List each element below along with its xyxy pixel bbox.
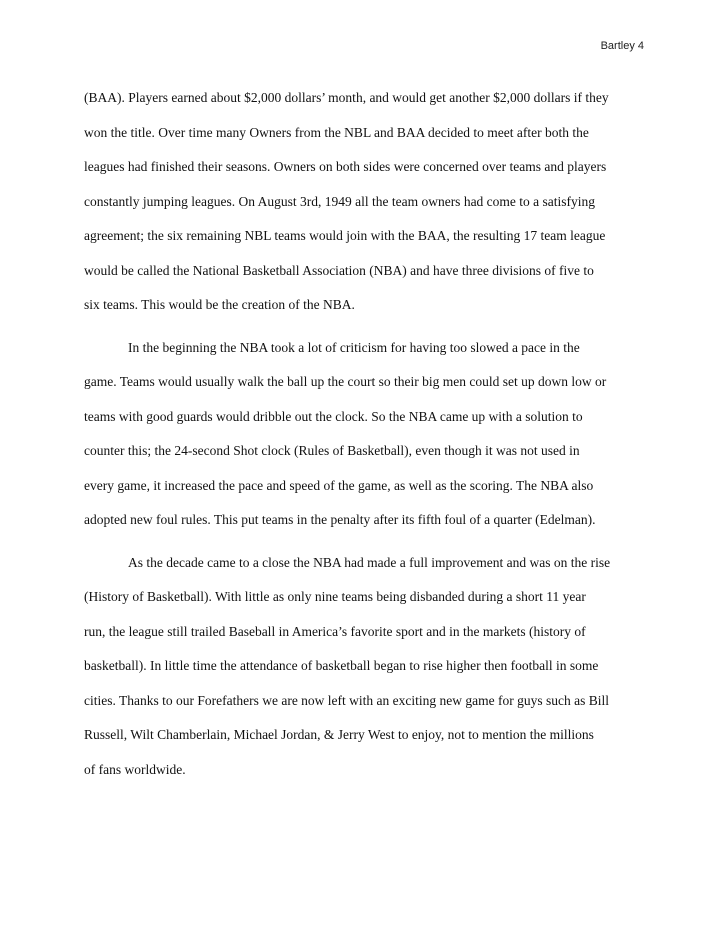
paragraph-spacer — [84, 323, 658, 331]
paragraph-line: basketball). In little time the attendance of basketball began to rise higher then football in some — [84, 658, 599, 673]
paragraph-spacer — [84, 538, 658, 546]
paragraph-line: six teams. This would be the creation of the NBA. — [84, 297, 355, 312]
paragraph-3 — [84, 546, 658, 788]
paragraph-line: cities. Thanks to our Forefathers we are now left with an exciting new game for guys such as Bill — [84, 692, 609, 708]
paragraph-line: run, the league still trailed Baseball in America’s favorite sport and in the markets (history of — [84, 623, 586, 639]
paragraph-line: agreement; the six remaining NBL teams would join with the BAA, the resulting 17 team league — [84, 228, 606, 243]
paragraph-2 — [84, 331, 658, 538]
paragraph-line: Russell, Wilt Chamberlain, Michael Jordan, & Jerry West to enjoy, not to mention the millions — [84, 727, 594, 742]
paragraph-1 — [84, 81, 658, 323]
paragraph-line: constantly jumping leagues. On August 3rd, 1949 all the team owners had come to a satisfying — [84, 193, 596, 209]
paragraph-line: leagues had finished their seasons. Owners on both sides were concerned over teams and players — [84, 159, 607, 174]
paragraph-line: (BAA). Players earned about $2,000 dollars’ month, and would get another $2,000 dollars if they — [84, 90, 609, 105]
paragraph-line: of fans worldwide. — [84, 761, 186, 777]
paragraph-line: adopted new foul rules. This put teams in the penalty after its fifth foul of a quarter (Edelman). — [84, 512, 596, 527]
running-head: Bartley 4 — [600, 40, 644, 52]
paragraph-line: In the beginning the NBA took a lot of criticism for having too slowed a pace in the — [128, 339, 580, 355]
paragraph-line: won the title. Over time many Owners from the NBL and BAA decided to meet after both the — [84, 124, 589, 140]
paragraph-line: teams with good guards would dribble out the clock. So the NBA came up with a solution to — [84, 408, 583, 424]
paragraph-line: every game, it increased the pace and speed of the game, as well as the scoring. The NBA also — [84, 477, 594, 493]
paragraph-line: As the decade came to a close the NBA had made a full improvement and was on the rise — [128, 554, 611, 570]
paragraph-line: counter this; the 24-second Shot clock (Rules of Basketball), even though it was not used in — [84, 443, 580, 458]
body-text — [84, 81, 658, 787]
paragraph-line: game. Teams would usually walk the ball up the court so their big men could set up down low or — [84, 374, 607, 389]
paragraph-line: would be called the National Basketball Association (NBA) and have three divisions of five to — [84, 262, 594, 278]
paragraph-line: (History of Basketball). With little as only nine teams being disbanded during a short 11 year — [84, 589, 586, 604]
